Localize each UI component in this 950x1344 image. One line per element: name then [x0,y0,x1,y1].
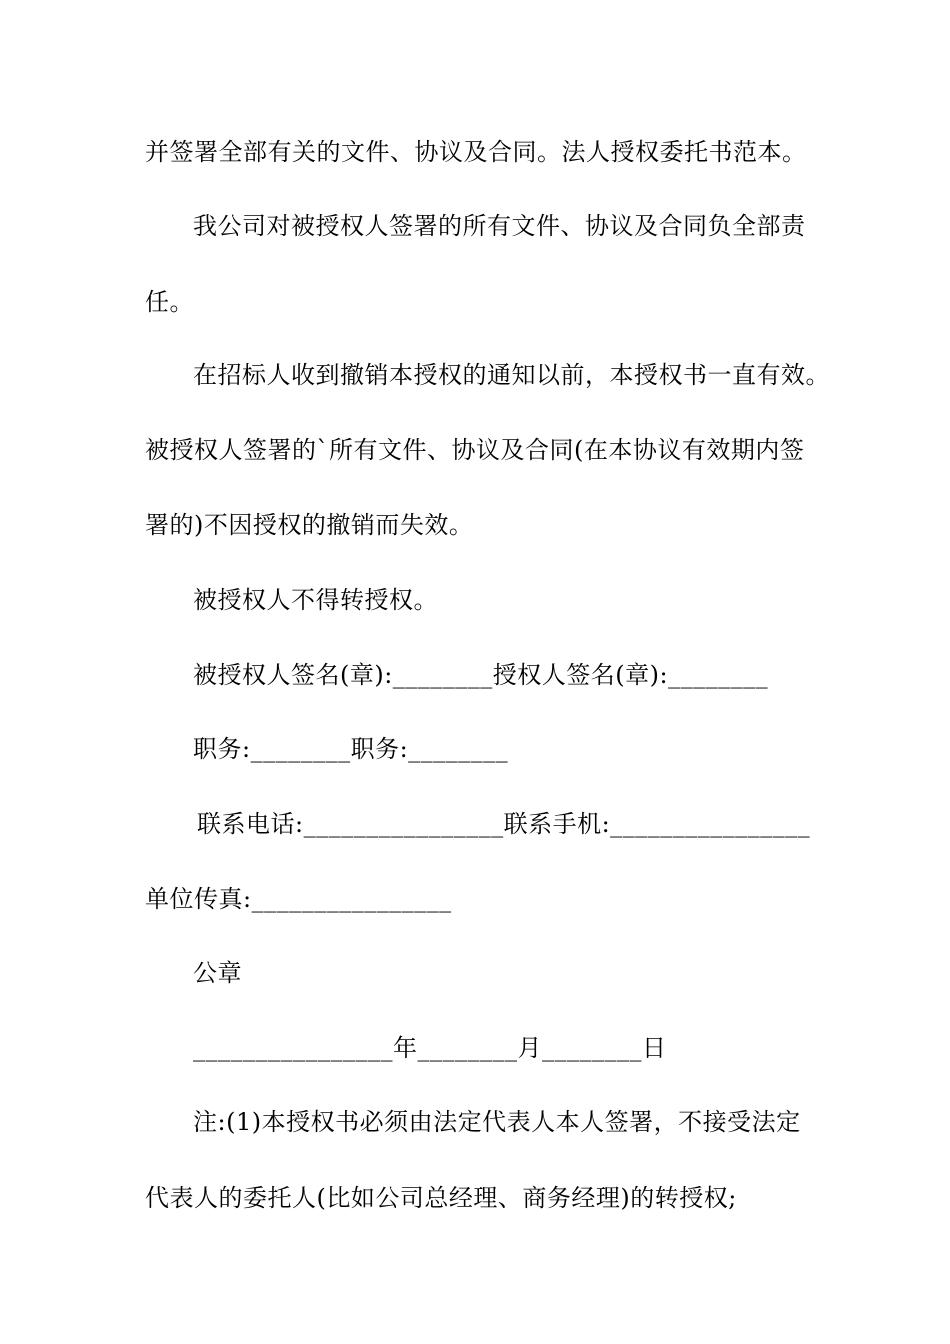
paragraph-line: 我公司对被授权人签署的所有文件、协议及合同负全部责 [193,212,806,240]
paragraph-line: 被授权人签署的`所有文件、协议及合同(在本协议有效期内签 [145,436,805,464]
position-line: 职务:________职务:________ [193,735,509,763]
note-line: 代表人的委托人(比如公司总经理、商务经理)的转授权; [145,1184,737,1212]
seal-label: 公章 [193,959,242,987]
date-line: ________________年________月________日 [193,1034,667,1062]
contact-line: 联系电话:________________联系手机:________________ [197,810,811,838]
paragraph-line: 在招标人收到撤销本授权的通知以前，本授权书一直有效。 [193,361,830,389]
paragraph-line: 署的)不因授权的撤销而失效。 [145,511,474,539]
paragraph-line: 任。 [145,288,194,316]
paragraph-line: 并签署全部有关的文件、协议及合同。法人授权委托书范本。 [145,138,807,166]
note-line: 注:(1)本授权书必须由法定代表人本人签署，不接受法定 [193,1108,801,1136]
paragraph-line: 被授权人不得转授权。 [193,586,438,614]
signature-line: 被授权人签名(章):________授权人签名(章):________ [193,661,769,689]
fax-line: 单位传真:________________ [145,885,452,913]
